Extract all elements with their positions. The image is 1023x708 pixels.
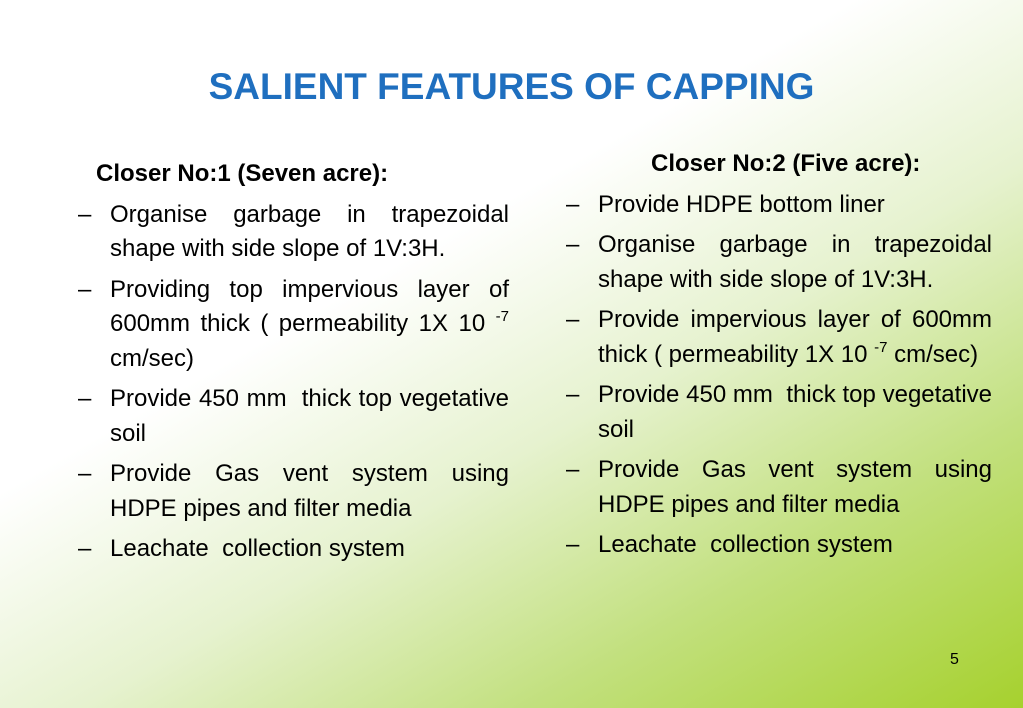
closer-1-list [78, 198, 523, 567]
list-item: – Provide HDPE bottom liner [566, 188, 992, 223]
bullet-dash: – [78, 385, 92, 412]
bullet-dash: – [78, 200, 92, 228]
list-item: – Organise garbage in trapezoidal shape with side slope of 1V:3H. [78, 198, 509, 267]
list-item: – Provide Gas vent system using HDPE pipes and filter media [566, 453, 992, 522]
closer-2-column [566, 147, 1006, 569]
bullet-dash: – [566, 381, 580, 408]
exponent: -7 [495, 308, 509, 325]
list-item: – Provide Gas vent system using HDPE pipes and filter media [78, 457, 509, 526]
bullet-dash: – [566, 531, 580, 558]
list-item: – Provide 450 mm thick top vegetative soil [566, 378, 992, 447]
exponent: -7 [874, 338, 888, 356]
list-item: – Leachate collection system [566, 528, 992, 563]
closer-1-column [78, 157, 523, 573]
closer-2-heading: Closer No:2 (Five acre): [651, 150, 921, 177]
closer-1-heading: Closer No:1 (Seven acre): [96, 160, 389, 187]
slide-title: SALIENT FEATURES OF CAPPING [208, 66, 815, 107]
list-item: – Leachate collection system [78, 532, 509, 567]
bullet-dash: – [566, 190, 580, 218]
bullet-dash: – [566, 456, 580, 483]
list-item: – Providing top impervious layer of 600mm thick ( permeability 1X 10 $^{-7}$ cm/sec) [78, 273, 509, 377]
bullet-dash: – [566, 231, 580, 258]
bullet-dash: – [566, 306, 580, 333]
bullet-dash: – [78, 535, 92, 562]
list-item: – Organise garbage in trapezoidal shape with side slope of 1V:3H. [566, 228, 992, 297]
slide-number: 5 [950, 651, 959, 668]
bullet-dash: – [78, 460, 92, 487]
list-item: – Provide impervious layer of 600mm thick ( permeability 1X 10 $^{-7}$ cm/sec) [566, 303, 992, 372]
bullet-dash: – [78, 275, 92, 303]
closer-2-list [566, 188, 1006, 563]
list-item: – Provide 450 mm thick top vegetative soil [78, 382, 509, 451]
